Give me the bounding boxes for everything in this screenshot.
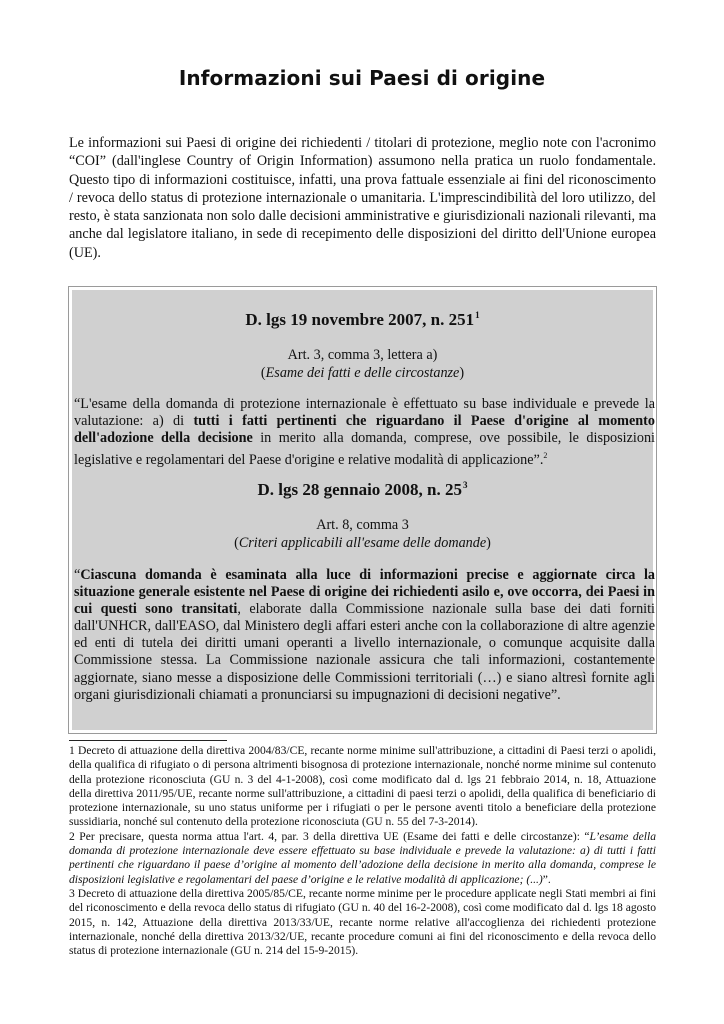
law1-subject-text: Esame dei fatti e delle circostanze [265,365,460,381]
page-title: Informazioni sui Paesi di origine [178,66,546,90]
legal-excerpts-shading [72,290,653,730]
footnote-2 [69,830,656,887]
law2-heading [72,480,653,500]
footnote-2-start: 2 Per precisare, questa norma attua l'art. 4, par. 3 della direttiva UE (Esame dei fatti e delle circostanze): “ [69,829,590,843]
law1-quote-end: in merito alla domanda, comprese, ove possibile, le disposizioni legislative e regolamentari del Paese d'origine e relative modalità di applicazione”. [74,430,655,469]
law1-quote-start: “L'esame della domanda di protezione internazionale è effettuato su base individuale e prevede la valutazione: a) di [74,396,655,430]
law2-quote-open: “ [74,567,81,583]
law2-quote-emphasis: Ciascuna domanda è esaminata alla luce di informazioni precise e aggiornate circa la situazione generale esistente nel Paese di origine dei richiedenti asilo e, ove occorra, dei Paesi in cui questi sono transitati [74,567,655,618]
law1-footnote-ref: 1 [475,310,480,320]
law1-quote-emphasis: tutti i fatti pertinenti che riguardano il Paese d'origine al momento dell'adozione della decisione [74,413,655,447]
law2-subject-text: Criteri applicabili all'esame delle domande [238,535,487,551]
footnote-separator [69,740,227,741]
law2-heading-text: D. lgs 28 gennaio 2008, n. 25 [257,480,462,499]
law1-heading-text: D. lgs 19 novembre 2007, n. 251 [245,310,475,329]
footnote-2-end: ”. [542,872,551,886]
law1-article-ref: Art. 3, comma 3, lettera a) [287,347,438,363]
footnote-2-quote: L’esame della domanda di protezione internazionale deve essere effettuato su base individuale e prevede la valutazione: a) di tutti i fatti pertinenti che riguardano il paese d’origine al momento dell’adozione della decisione in merito alla domanda, comprese le disposizioni legislative e regolamentari del paese d’origine e le relative modalità di applicazione; (...) [69,829,656,886]
footnote-1: 1 Decreto di attuazione della direttiva 2004/83/CE, recante norme minime sull'attribuzione, a cittadini di Paesi terzi o apolidi, della qualifica di rifugiato o di persona altrimenti bisognosa di protezione internazionale, nonché norme minime sul contenuto della protezione riconosciuta (GU n. 3 del 4-1-2008), così come modificato dal d. lgs 21 febbraio 2014, n. 18, Attuazione della direttiva 2011/95/UE, recante norme sull'attribuzione, a cittadini di paesi terzi o apolidi, della qualifica di beneficiario di protezione internazionale, su uno status uniforme per i rifugiati o per le persone aventi titolo a beneficiare della protezione sussidiaria, nonché sul contenuto della protezione riconosciuta (GU n. 55 del 7-3-2014). [69,744,656,829]
law2-article-subject: (Criteri applicabili all'esame delle domande) [234,535,491,551]
law1-quote-footnote-ref: 2 [543,451,548,461]
law1-quote [74,396,655,469]
footnote-3: 3 Decreto di attuazione della direttiva 2005/85/CE, recante norme minime per le procedure applicate negli Stati membri ai fini del riconoscimento e della revoca dello status di rifugiato (GU n. 40 del 16-2-2008), così come modificato dal d. lgs 18 agosto 2015, n. 142, Attuazione della direttiva 2013/33/UE, recante norme relative all'accoglienza dei richiedenti protezione internazionale, nonché della direttiva 2013/32/UE, recante procedure comuni ai fini del riconoscimento e della revoca dello status di protezione internazionale (GU n. 214 del 15-9-2015). [69,886,656,958]
legal-excerpts-box [68,286,657,734]
law2-quote-end: , elaborate dalla Commissione nazionale sulla base dei dati forniti dall'UNHCR, dall'EASO, dal Ministero degli affari esteri anche con la collaborazione di altre agenzie ed enti di tutela dei diritti umani operanti a livello internazionale, o comunque acquisite dalla Commissione stessa. La Commissione nazionale assicura che tali informazioni, costantemente aggiornate, siano messe a disposizione delle Commissioni territoriali (…) e siano altresì fornite agli organi giurisdizionali chiamati a pronunciarsi su impugnazioni di decisioni negative”. [74,601,655,703]
law2-footnote-ref: 3 [463,480,468,490]
intro-paragraph: Le informazioni sui Paesi di origine dei richiedenti / titolari di protezione, meglio note con l'acronimo “COI” (dall'inglese Country of Origin Information) assumono nella pratica un ruolo fondamentale. Questo tipo di informazioni costituisce, infatti, una prova fattuale essenziale ai fini del riconoscimento / revoca dello status di protezione internazionale o umanitaria. L'imprescindibilità del loro utilizzo, del resto, è stata sanzionata non solo dalle decisioni amministrative e giurisdizionali nazionali rilevanti, ma anche dal legislatore italiano, in sede di recepimento delle disposizioni del diritto dell'Unione europea (UE). [69,135,656,261]
law1-heading [72,310,653,330]
law2-article [72,516,653,552]
law1-article [72,346,653,382]
law2-quote [74,567,655,704]
footnotes [69,744,656,958]
law2-article-ref: Art. 8, comma 3 [316,517,409,533]
law1-article-subject: (Esame dei fatti e delle circostanze) [260,365,465,381]
